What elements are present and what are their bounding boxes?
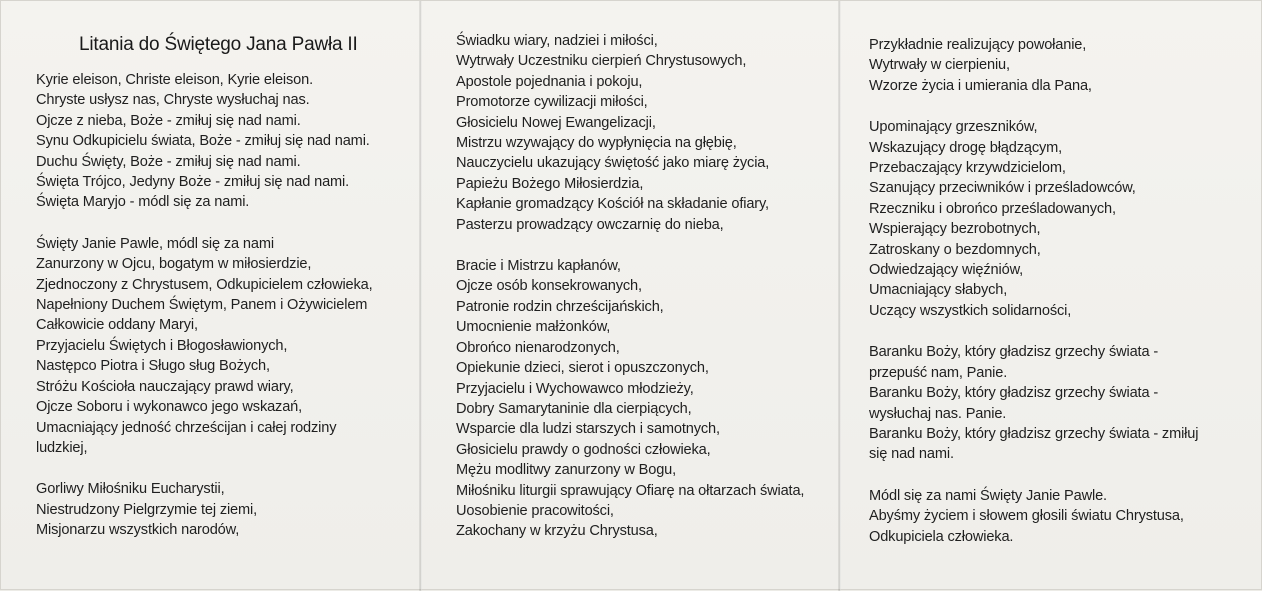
litany-line: Abyśmy życiem i słowem głosili światu Chrystusa, xyxy=(869,508,1184,525)
litany-line: Zatroskany o bezdomnych, xyxy=(869,241,1041,258)
litany-line: Baranku Boży, który gładzisz grzechy świata - xyxy=(869,344,1159,361)
litany-line: Wskazujący drogę błądzącym, xyxy=(869,139,1063,156)
litany-line: Kapłanie gromadzący Kościół na składanie ofiary, xyxy=(456,196,769,213)
litany-line: Uczący wszystkich solidarności, xyxy=(869,302,1072,319)
litany-line: Obrońco nienarodzonych, xyxy=(456,339,620,356)
litany-line: Następco Piotra i Sługo sług Bożych, xyxy=(36,358,270,375)
stanza xyxy=(36,70,373,213)
litany-line: Gorliwy Miłośniku Eucharystii, xyxy=(36,481,225,498)
litany-line: Uosobienie pracowitości, xyxy=(456,502,614,519)
litany-line: Patronie rodzin chrześcijańskich, xyxy=(456,298,664,315)
litany-line: Stróżu Kościoła nauczający prawd wiary, xyxy=(36,378,294,395)
litany-line: Całkowicie oddany Maryi, xyxy=(36,317,198,334)
litany-line: Niestrudzony Pielgrzymie tej ziemi, xyxy=(36,501,258,518)
litany-line: Wytrwały w cierpieniu, xyxy=(869,57,1010,74)
litany-line: Przyjacielu i Wychowawco młodzieży, xyxy=(456,380,694,397)
litany-line: Wsparcie dla ludzi starszych i samotnych, xyxy=(456,421,720,438)
litany-line: Zjednoczony z Chrystusem, Odkupicielem człowieka, xyxy=(36,276,373,293)
litany-text xyxy=(456,31,804,563)
litany-line: Papieżu Bożego Miłosierdzia, xyxy=(456,175,644,192)
litany-line: Świadku wiary, nadziei i miłości, xyxy=(456,33,658,49)
page-title: Litania do Świętego Jana Pawła II xyxy=(79,34,358,55)
litany-line: Bracie i Mistrzu kapłanów, xyxy=(456,258,621,275)
litany-line: Przebaczający krzywdzicielom, xyxy=(869,160,1066,177)
litany-line: wysłuchaj nas. Panie. xyxy=(869,405,1007,422)
litany-line: ludzkiej, xyxy=(36,439,88,456)
litany-line: Zanurzony w Ojcu, bogatym w miłosierdzie, xyxy=(36,256,312,273)
litany-line: Święty Janie Pawle, módl się za nami xyxy=(36,235,274,252)
litany-line: Wytrwały Uczestniku cierpień Chrystusowych, xyxy=(456,53,747,70)
litany-line: Napełniony Duchem Świętym, Panem i Ożywicielem xyxy=(36,297,368,314)
litany-line: Apostole pojednania i pokoju, xyxy=(456,73,643,90)
litany-line: Przyjacielu Świętych i Błogosławionych, xyxy=(36,337,288,354)
litany-line: przepuść nam, Panie. xyxy=(869,364,1008,381)
litany-line: się nad nami. xyxy=(869,446,954,463)
litany-line: Mężu modlitwy zanurzony w Bogu, xyxy=(456,462,677,479)
litany-line: Dobry Samarytaninie dla cierpiących, xyxy=(456,400,692,417)
litany-line: Baranku Boży, który gładzisz grzechy świata - zmiłuj xyxy=(869,425,1199,442)
litany-line: Odkupiciela człowieka. xyxy=(869,528,1014,545)
litany-line: Miłośniku liturgii sprawujący Ofiarę na ołtarzach świata, xyxy=(456,482,805,499)
litany-line: Misjonarzu wszystkich narodów, xyxy=(36,522,240,539)
panel-left xyxy=(1,1,421,591)
litany-line: Głosicielu Nowej Ewangelizacji, xyxy=(456,114,656,131)
stanza xyxy=(456,256,804,542)
litany-line: Ojcze osób konsekrowanych, xyxy=(456,278,642,295)
litany-line: Chryste usłysz nas, Chryste wysłuchaj nas. xyxy=(36,92,310,109)
litany-line: Pasterzu prowadzący owczarnię do nieba, xyxy=(456,216,724,233)
stanza xyxy=(36,479,373,540)
litany-line: Głosicielu prawdy o godności człowieka, xyxy=(456,441,711,458)
stanza xyxy=(869,342,1198,464)
litany-line: Odwiedzający więźniów, xyxy=(869,262,1024,279)
litany-line: Ojcze z nieba, Boże - zmiłuj się nad nami. xyxy=(36,112,301,129)
litany-line: Święta Trójco, Jedyny Boże - zmiłuj się nad nami. xyxy=(36,174,350,191)
litany-line: Opiekunie dzieci, sierot i opuszczonych, xyxy=(456,360,709,377)
panel-middle xyxy=(422,1,840,591)
litany-line: Kyrie eleison, Christe eleison, Kyrie eleison. xyxy=(36,72,314,88)
litany-line: Nauczycielu ukazujący świętość jako miarę życia, xyxy=(456,155,770,172)
litany-line: Upominający grzeszników, xyxy=(869,119,1038,136)
litany-line: Umacniający jedność chrześcijan i całej rodziny xyxy=(36,419,337,436)
litany-line: Baranku Boży, który gładzisz grzechy świata - xyxy=(869,385,1159,402)
litany-line: Wspierający bezrobotnych, xyxy=(869,221,1041,238)
stanza xyxy=(869,486,1198,547)
panel-right xyxy=(841,1,1262,591)
stanza xyxy=(36,234,373,458)
litany-line: Synu Odkupicielu świata, Boże - zmiłuj się nad nami. xyxy=(36,133,370,150)
litany-line: Zakochany w krzyżu Chrystusa, xyxy=(456,523,658,540)
stanza xyxy=(869,117,1198,321)
litany-text xyxy=(36,70,373,562)
litany-line: Święta Maryjo - módl się za nami. xyxy=(36,194,250,211)
litany-line: Promotorze cywilizacji miłości, xyxy=(456,94,648,111)
litany-line: Duchu Święty, Boże - zmiłuj się nad nami. xyxy=(36,153,301,170)
litany-line: Przykładnie realizujący powołanie, xyxy=(869,37,1087,53)
stanza xyxy=(456,31,804,235)
litany-text xyxy=(869,35,1198,568)
litany-line: Szanujący przeciwników i prześladowców, xyxy=(869,180,1136,197)
litany-line: Mistrzu wzywający do wypłynięcia na głębię, xyxy=(456,135,737,152)
litany-line: Umocnienie małżonków, xyxy=(456,319,611,336)
stanza xyxy=(869,35,1198,96)
litany-line: Módl się za nami Święty Janie Pawle. xyxy=(869,487,1107,504)
litany-line: Wzorze życia i umierania dla Pana, xyxy=(869,77,1092,94)
litany-line: Ojcze Soboru i wykonawco jego wskazań, xyxy=(36,399,303,416)
litany-line: Umacniający słabych, xyxy=(869,282,1008,299)
litany-line: Rzeczniku i obrońco prześladowanych, xyxy=(869,200,1116,217)
